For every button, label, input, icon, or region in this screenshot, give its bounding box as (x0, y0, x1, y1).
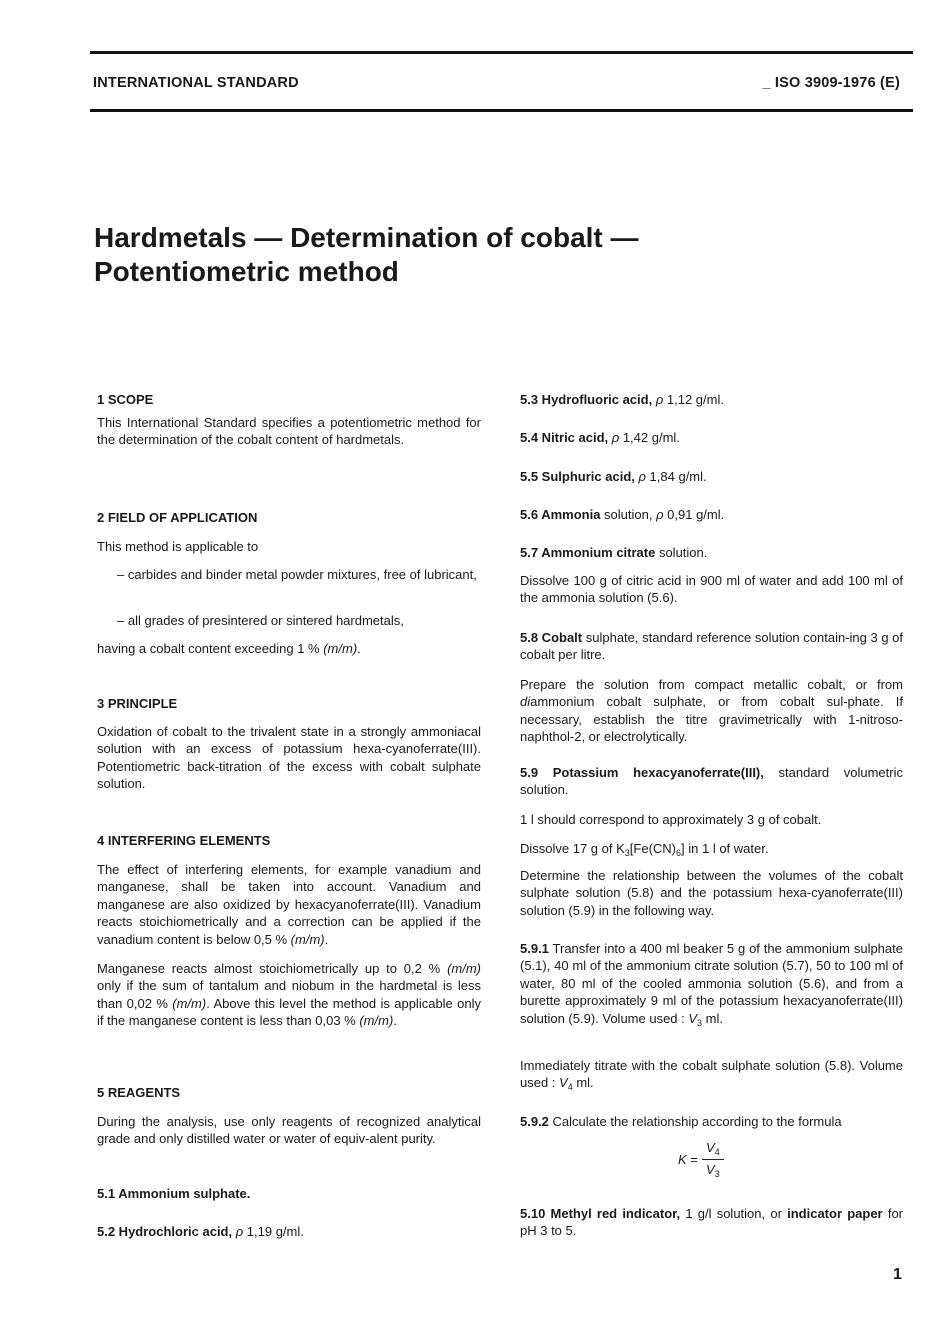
text-run: di (520, 694, 531, 710)
text-run: The effect of interfering elements, for example vanadium and manganese, shall be taken into account. Vanadium and manganese are also oxidized by hexacyanoferrate(III). Vanadium reacts stoichiometrically and a correction can be applied if the vanadium content is below 0,5 % (97, 862, 481, 947)
text-run: ρ (235, 1224, 244, 1239)
interfering-paragraph (97, 861, 481, 948)
header-left: INTERNATIONAL STANDARD (93, 75, 299, 91)
text-run: 1,12 g/ml. (663, 392, 724, 407)
text-run: standard volumetric solution. (520, 765, 903, 798)
formula-denominator (706, 1162, 720, 1179)
formula-subscript: 3 (714, 1169, 720, 1179)
text-run: 6 (676, 848, 682, 858)
text-run: 5.4 Nitric acid, (520, 430, 612, 445)
document-title-line1: Hardmetals — Determination of cobalt — (94, 222, 639, 253)
text-run: ] in 1 l of water. (681, 841, 769, 856)
text-run: Dissolve 100 g of citric acid in 900 ml of water and add 100 ml of the ammonia solution (5.6). (520, 573, 903, 606)
step-5-9-1-paragraph (520, 1057, 903, 1097)
reagent-5-8-paragraph (520, 676, 903, 746)
text-run: Prepare the solution from compact metallic cobalt, or from (520, 677, 903, 692)
text-run: 1,42 g/ml. (619, 430, 680, 445)
text-run: 5.1 Ammonium sulphate. (97, 1186, 251, 1201)
text-run: ml. (702, 1010, 724, 1026)
text-run: Calculate the relationship according to the formula (548, 1114, 842, 1129)
formula-lhs: K = (678, 1152, 698, 1167)
text-run: (m/m) (447, 961, 481, 976)
text-run: 5.9.2 (520, 1114, 549, 1129)
reagent-5-9-paragraph (520, 811, 903, 828)
text-run: 4 (567, 1082, 573, 1093)
section-heading-field: 2 FIELD OF APPLICATION (97, 510, 258, 525)
section-heading-scope: 1 SCOPE (97, 392, 154, 407)
text-run: solution. (655, 545, 708, 560)
header-bottom-rule (90, 109, 913, 112)
reagent-5-2 (97, 1223, 481, 1240)
reagent-5-1 (97, 1185, 481, 1202)
step-5-9-1 (520, 940, 903, 1032)
reagent-5-5 (520, 468, 903, 485)
text-run: . (357, 641, 361, 656)
header-standard-number: _ ISO 3909-1976 (E) (762, 75, 900, 91)
fraction-bar (702, 1159, 724, 1160)
text-run: (m/m) (359, 1013, 394, 1029)
text-run: 1 l should correspond to approximately 3 g of cobalt. (520, 812, 822, 827)
text-run: – carbides and binder metal powder mixtures, free of lubricant, (117, 567, 477, 582)
reagent-5-8 (520, 629, 903, 664)
text-run: 5.3 Hydrofluoric acid, (520, 392, 656, 407)
reagent-5-9-paragraph (520, 840, 903, 862)
field-paragraph (97, 640, 481, 657)
field-list-item (97, 612, 481, 629)
text-run: ρ (656, 507, 664, 522)
text-run: This method is applicable to (97, 539, 259, 554)
text-run: (m/m) (323, 641, 358, 656)
text-run: ρ (638, 469, 646, 484)
formula-k (678, 1140, 724, 1179)
text-run: Determine the relationship between the volumes of the cobalt sulphate solution (5.8) and the potassium hexa-cyanoferrate(III) solution (5.9) in the following way. (520, 868, 903, 918)
text-run: 1,84 g/ml. (645, 469, 707, 484)
text-run: [Fe(CN) (629, 841, 677, 856)
text-run: – all grades of presintered or sintered hardmetals, (117, 613, 404, 628)
text-run: 5.2 Hydrochloric acid, (97, 1224, 236, 1239)
scope-paragraph (97, 414, 481, 449)
section-heading-interfering: 4 INTERFERING ELEMENTS (97, 833, 271, 848)
interfering-paragraph (97, 960, 481, 1030)
text-run: This International Standard specifies a potentiometric method for the determination of the cobalt content of hardmetals. (97, 415, 481, 448)
top-rule (90, 51, 913, 54)
text-run: only if the sum of tantalum and niobum in the hardmetal is less than 0,02 % (97, 978, 481, 1011)
text-run: V (559, 1075, 568, 1091)
text-run: . Above this level the method is applicable only if the manganese content is less than 0,03 % (97, 995, 481, 1029)
text-run: ρ (655, 392, 664, 407)
text-run: sulphate, standard reference solution contain-ing 3 g of cobalt per litre. (520, 630, 903, 663)
text-run: . (393, 1013, 397, 1029)
text-run: . (324, 931, 329, 947)
text-run: V (688, 1010, 698, 1026)
reagent-5-3 (520, 391, 903, 408)
text-run: 5.5 Sulphuric acid, (520, 469, 639, 484)
page-number: 1 (893, 1266, 902, 1283)
text-run: Manganese reacts almost stoichiometrically up to 0,2 % (97, 961, 448, 976)
text-run: 0,91 g/ml. (663, 507, 725, 522)
formula-var: V (706, 1140, 715, 1155)
text-run: ρ (611, 430, 620, 445)
text-run: 3 (624, 848, 630, 858)
text-run: 5.9.1 (520, 941, 549, 956)
reagent-5-7-paragraph (520, 572, 903, 607)
text-run: 5.10 Methyl red indicator, (520, 1206, 681, 1221)
text-run: (m/m) (290, 931, 325, 947)
field-list-item (97, 566, 481, 583)
reagent-5-10 (520, 1205, 903, 1240)
text-run: Transfer into a 400 ml beaker 5 g of the ammonium sulphate (5.1), 40 ml of the ammonium citrate solution (5.7), 50 to 100 ml of water, 80 ml of the cooled ammonia solution (5.6), and from a burette approximately 9 ml of the potassium hexacyanoferrate(III) solution (5.9). Volume used : (520, 941, 903, 1026)
text-run: 5.9 Potassium hexacyanoferrate(III), (520, 765, 764, 780)
formula-subscript: 4 (714, 1147, 720, 1157)
text-run: 5.8 Cobalt (520, 630, 583, 645)
reagent-5-6 (520, 506, 903, 523)
document-title-line2: Potentiometric method (94, 256, 399, 287)
text-run: indicator paper (787, 1206, 883, 1221)
reagent-5-9 (520, 764, 903, 799)
section-heading-principle: 3 PRINCIPLE (97, 696, 178, 711)
text-run: having a cobalt content exceeding 1 % (97, 641, 324, 656)
formula-fraction (702, 1140, 724, 1179)
text-run: 1,19 g/ml. (243, 1224, 304, 1239)
text-run: Immediately titrate with the cobalt sulphate solution (5.8). Volume used : (520, 1058, 903, 1091)
formula-numerator (706, 1140, 720, 1157)
text-run: ammonium cobalt sulphate, or from cobalt sul-phate. If necessary, establish the titre gravimetrically with 1-nitroso-naphthol-2, or electrolytically. (520, 694, 903, 745)
text-run: 1 g/l solution, or (680, 1206, 788, 1221)
text-run: (m/m) (172, 995, 207, 1011)
text-run: 5.6 Ammonia (520, 507, 601, 522)
text-run: Dissolve 17 g of K (520, 841, 625, 856)
reagents-paragraph (97, 1113, 481, 1148)
text-run: Oxidation of cobalt to the trivalent state in a strongly ammoniacal solution with an excess of potassium hexa-cyanoferrate(III). Potentiometric back-titration of the excess with cobalt sulphate solution. (97, 724, 481, 792)
text-run: solution, (600, 507, 657, 522)
section-heading-reagents: 5 REAGENTS (97, 1085, 181, 1100)
reagent-5-9-paragraph (520, 867, 903, 919)
text-run: 3 (697, 1017, 703, 1028)
text-run: for pH 3 to 5. (520, 1206, 904, 1239)
text-run: ml. (572, 1075, 594, 1091)
principle-paragraph (97, 723, 481, 793)
text-run: During the analysis, use only reagents of recognized analytical grade and only distilled water or water of equiv-alent purity. (97, 1114, 481, 1147)
text-run: 5.7 Ammonium citrate (520, 545, 656, 560)
formula-var: V (706, 1162, 715, 1177)
reagent-5-7 (520, 544, 903, 561)
field-paragraph (97, 538, 481, 555)
reagent-5-4 (520, 429, 903, 446)
step-5-9-2 (520, 1113, 903, 1130)
